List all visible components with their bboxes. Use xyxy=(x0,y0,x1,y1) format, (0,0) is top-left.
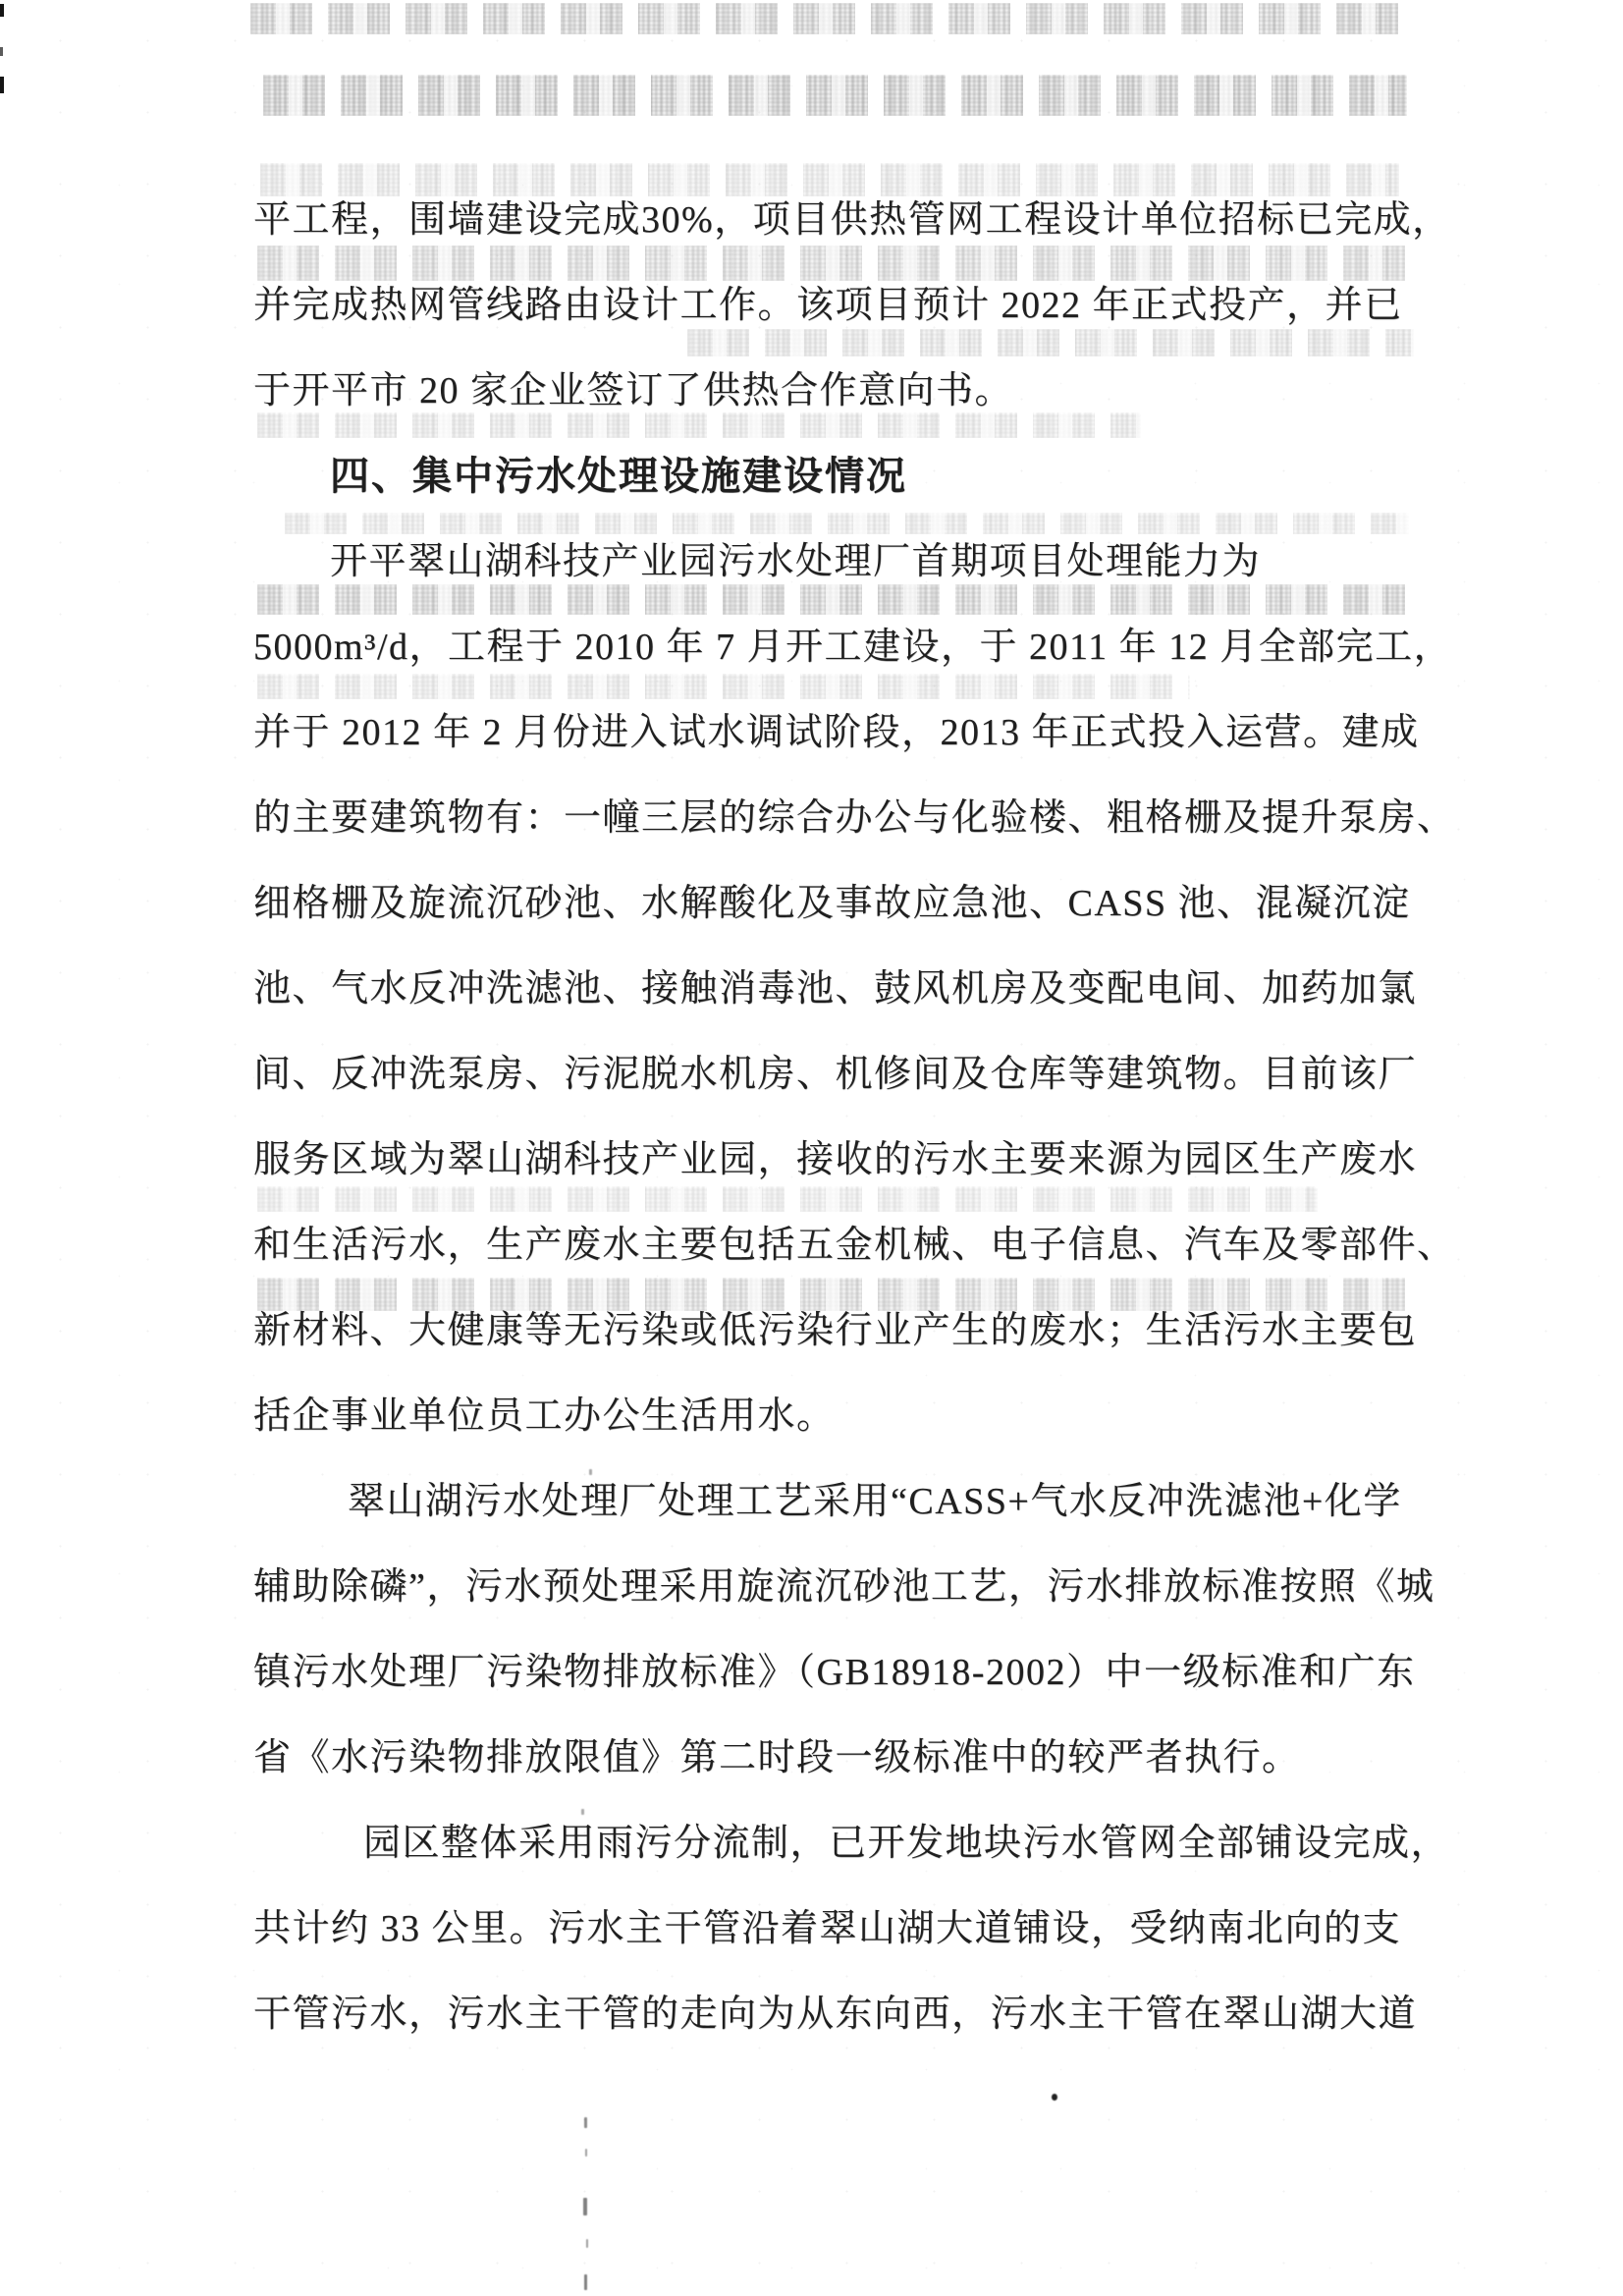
paragraph-line: 开平翠山湖科技产业园污水处理厂首期项目处理能力为 xyxy=(330,541,1262,582)
scan-edge-mark xyxy=(0,4,4,17)
scan-speck xyxy=(1052,2094,1057,2101)
paragraph-line: 园区整体采用雨污分流制，已开发地块污水管网全部铺设完成， xyxy=(363,1823,1450,1864)
paragraph-line: 5000m³/d，工程于 2010 年 7 月开工建设，于 2011 年 12 月全部完工， xyxy=(253,627,1453,668)
scan-speck xyxy=(585,2149,587,2157)
section-heading: 四、集中污水处理设施建设情况 xyxy=(330,455,907,498)
paragraph-line: 翠山湖污水处理厂处理工艺采用“CASS+气水反冲洗滤池+化学 xyxy=(348,1481,1402,1522)
paragraph-line: 新材料、大健康等无污染或低污染行业产生的废水；生活污水主要包 xyxy=(253,1310,1418,1351)
paragraph-line: 池、气水反冲洗滤池、接触消毒池、鼓风机房及变配电间、加药加氯 xyxy=(253,968,1418,1010)
paragraph-line: 省《水污染物排放限值》第二时段一级标准中的较严者执行。 xyxy=(253,1737,1301,1778)
paragraph-line: 于开平市 20 家企业签订了供热合作意向书。 xyxy=(253,370,1014,411)
scan-edge-mark xyxy=(0,77,4,93)
paragraph-line: 间、反冲洗泵房、污泥脱水机房、机修间及仓库等建筑物。目前该厂 xyxy=(253,1054,1418,1095)
scan-edge-mark xyxy=(0,47,3,56)
paragraph-line: 并于 2012 年 2 月份进入试水调试阶段，2013 年正式投入运营。建成 xyxy=(253,712,1420,753)
paragraph-line: 和生活污水，生产废水主要包括五金机械、电子信息、汽车及零部件、 xyxy=(253,1225,1456,1266)
paragraph-line: 括企事业单位员工办公生活用水。 xyxy=(253,1395,836,1437)
paragraph-line: 干管污水，污水主干管的走向为从东向西，污水主干管在翠山湖大道 xyxy=(253,1994,1418,2035)
scan-speck xyxy=(584,2117,587,2128)
scan-speck xyxy=(584,2274,587,2290)
paragraph-line: 平工程，围墙建设完成30%，项目供热管网工程设计单位招标已完成， xyxy=(253,199,1451,241)
paragraph-line: 镇污水处理厂污染物排放标准》（GB18918-2002）中一级标准和广东 xyxy=(253,1652,1416,1693)
paragraph-line: 的主要建筑物有：一幢三层的综合办公与化验楼、粗格栅及提升泵房、 xyxy=(253,797,1456,839)
scan-speck xyxy=(586,2239,588,2248)
paragraph-line: 共计约 33 公里。污水主干管沿着翠山湖大道铺设，受纳南北向的支 xyxy=(253,1908,1402,1949)
scan-noise-band xyxy=(250,3,1409,34)
scan-noise-band xyxy=(263,75,1407,116)
paragraph-line: 细格栅及旋流沉砂池、水解酸化及事故应急池、CASS 池、混凝沉淀 xyxy=(253,883,1411,924)
paragraph-line: 服务区域为翠山湖科技产业园，接收的污水主要来源为园区生产废水 xyxy=(253,1139,1418,1180)
scan-speck xyxy=(583,2198,587,2215)
paragraph-line: 并完成热网管线路由设计工作。该项目预计 2022 年正式投产，并已 xyxy=(253,285,1403,326)
document-text xyxy=(253,178,1481,2057)
paragraph-line: 辅助除磷”，污水预处理采用旋流沉砂池工艺，污水排放标准按照《城 xyxy=(253,1566,1435,1608)
